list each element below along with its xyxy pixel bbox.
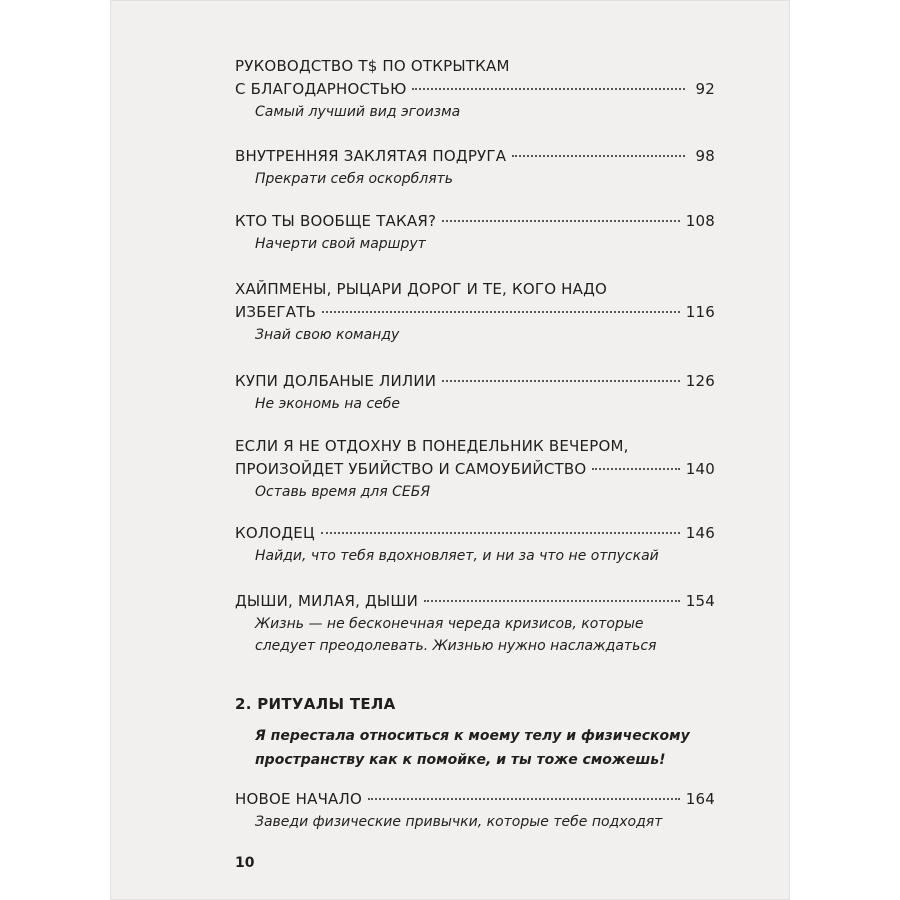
toc-entry: [235, 590, 715, 657]
entry-subtitle: Прекрати себя оскорблять: [255, 171, 454, 187]
dot-leader: [368, 798, 680, 800]
entry-subtitle: Жизнь — не бесконечная череда кризисов, которые: [255, 616, 644, 632]
entry-title-row: [235, 522, 715, 545]
entry-subtitle: Не экономь на себе: [255, 396, 401, 412]
entry-page-number: 140: [685, 460, 715, 478]
section-subtitle-line: Я перестала относиться к моему телу и физическому: [255, 728, 690, 744]
dot-leader: [442, 220, 680, 222]
toc-entry: [235, 435, 715, 503]
entry-page-number: 108: [685, 212, 715, 230]
entry-subtitle: Самый лучший вид эгоизма: [255, 104, 461, 120]
entry-title-line: КОЛОДЕЦ: [235, 524, 315, 542]
entry-title-row: [235, 210, 715, 233]
entry-title-line: ПРОИЗОЙДЕТ УБИЙСТВО И САМОУБИЙСТВО: [235, 460, 587, 478]
entry-page-number: 146: [685, 524, 715, 542]
entry-page-number: 98: [695, 147, 715, 165]
entry-title-line: ХАЙПМЕНЫ, РЫЦАРИ ДОРОГ И ТЕ, КОГО НАДО: [235, 280, 608, 298]
entry-title-row: [235, 78, 715, 101]
dot-leader: [592, 468, 679, 470]
entry-title-line: ЕСЛИ Я НЕ ОТДОХНУ В ПОНЕДЕЛЬНИК ВЕЧЕРОМ,: [235, 437, 629, 455]
dot-leader: [424, 600, 680, 602]
entry-title-row: [235, 145, 715, 168]
entry-subtitle: Заведи физические привычки, которые тебе подходят: [255, 814, 663, 830]
entry-subtitle: Знай свою команду: [255, 327, 400, 343]
dot-leader: [512, 155, 685, 157]
entry-page-number: 126: [685, 372, 715, 390]
section-subtitle: [255, 724, 715, 772]
toc-entry: [235, 788, 715, 833]
entry-subtitle: Найди, что тебя вдохновляет, и ни за что не отпускай: [255, 548, 659, 564]
section-title: 2. РИТУАЛЫ ТЕЛА: [235, 695, 396, 713]
entry-title-row: [235, 590, 715, 613]
entry-title-row: [235, 788, 715, 811]
toc-entry: [235, 210, 715, 255]
dot-leader: [412, 88, 685, 90]
entry-subtitle: Оставь время для СЕБЯ: [255, 484, 431, 500]
entry-title-row: [235, 301, 715, 324]
entry-subtitle: следует преодолевать. Жизнью нужно наслаждаться: [255, 638, 657, 654]
toc-entry: [235, 370, 715, 415]
dot-leader: [442, 380, 680, 382]
entry-page-number: 154: [685, 592, 715, 610]
entry-title-line: КТО ТЫ ВООБЩЕ ТАКАЯ?: [235, 212, 437, 230]
toc-entry: [235, 522, 715, 567]
entry-title-line: ВНУТРЕННЯЯ ЗАКЛЯТАЯ ПОДРУГА: [235, 147, 507, 165]
section-subtitle-line: пространству как к помойке, и ты тоже сможешь!: [255, 752, 666, 768]
entry-title-row: [235, 370, 715, 393]
entry-page-number: 164: [685, 790, 715, 808]
entry-page-number: 92: [695, 80, 715, 98]
entry-page-number: 116: [685, 303, 715, 321]
page-number: 10: [235, 855, 255, 871]
dot-leader: [322, 311, 680, 313]
toc-entry: [235, 145, 715, 190]
dot-leader: [321, 532, 680, 534]
entry-title-line: НОВОЕ НАЧАЛО: [235, 790, 362, 808]
entry-title-line: РУКОВОДСТВО T$ ПО ОТКРЫТКАМ: [235, 57, 510, 75]
entry-title-line: ИЗБЕГАТЬ: [235, 303, 317, 321]
entry-title-line: С БЛАГОДАРНОСТЬЮ: [235, 80, 407, 98]
entry-title-line: КУПИ ДОЛБАНЫЕ ЛИЛИИ: [235, 372, 437, 390]
entry-subtitle: Начерти свой маршрут: [255, 236, 426, 252]
entry-title-row: [235, 458, 715, 481]
toc-entry: [235, 55, 715, 123]
entry-title-line: ДЫШИ, МИЛАЯ, ДЫШИ: [235, 592, 419, 610]
book-page: [110, 0, 790, 900]
toc-entry: [235, 278, 715, 346]
